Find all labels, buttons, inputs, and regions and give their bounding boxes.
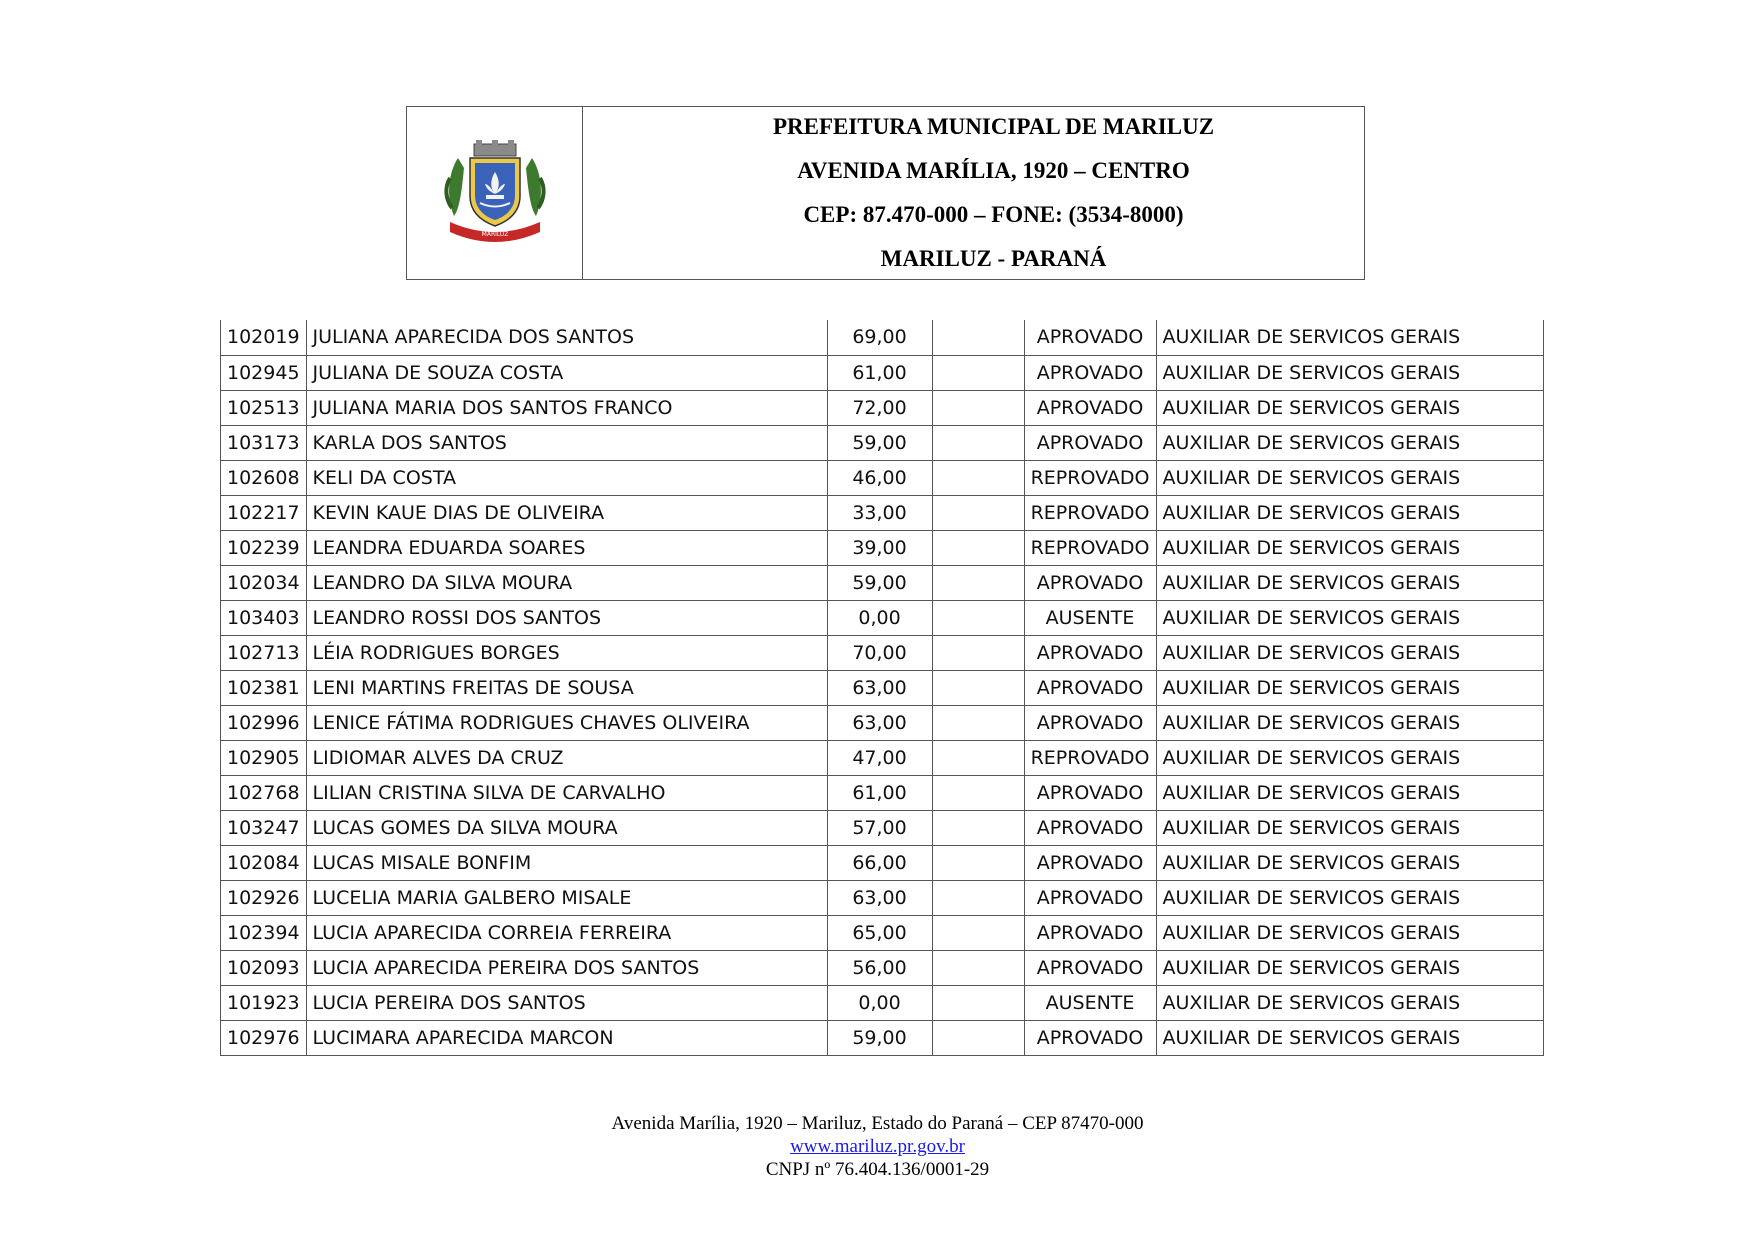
empty-cell bbox=[932, 565, 1024, 600]
score-cell: 63,00 bbox=[827, 670, 932, 705]
address-line: AVENIDA MARÍLIA, 1920 – CENTRO bbox=[797, 158, 1190, 183]
candidate-code-cell: 102608 bbox=[221, 460, 307, 495]
score-cell: 39,00 bbox=[827, 530, 932, 565]
empty-cell bbox=[932, 915, 1024, 950]
status-cell: APROVADO bbox=[1024, 950, 1156, 985]
role-cell: AUXILIAR DE SERVICOS GERAIS bbox=[1156, 880, 1543, 915]
role-cell: AUXILIAR DE SERVICOS GERAIS bbox=[1156, 425, 1543, 460]
status-cell: REPROVADO bbox=[1024, 530, 1156, 565]
status-cell: AUSENTE bbox=[1024, 600, 1156, 635]
footer-address: Avenida Marília, 1920 – Mariluz, Estado do Paraná – CEP 87470-000 bbox=[611, 1113, 1144, 1134]
empty-cell bbox=[932, 810, 1024, 845]
cep-phone-line: CEP: 87.470-000 – FONE: (3534-8000) bbox=[803, 202, 1184, 227]
footer-cnpj: CNPJ nº 76.404.136/0001-29 bbox=[765, 1159, 990, 1180]
score-cell: 56,00 bbox=[827, 950, 932, 985]
candidate-code-cell: 102976 bbox=[221, 1020, 307, 1055]
candidate-name-cell: KELI DA COSTA bbox=[306, 460, 827, 495]
status-cell: APROVADO bbox=[1024, 390, 1156, 425]
candidate-code-cell: 102513 bbox=[221, 390, 307, 425]
footer-website-link[interactable]: www.mariluz.pr.gov.br bbox=[790, 1136, 965, 1157]
candidate-code-cell: 102093 bbox=[221, 950, 307, 985]
table-row bbox=[221, 985, 1544, 1020]
candidate-code-cell: 102713 bbox=[221, 635, 307, 670]
candidate-name-cell: LUCAS GOMES DA SILVA MOURA bbox=[306, 810, 827, 845]
score-cell: 59,00 bbox=[827, 425, 932, 460]
table-row bbox=[221, 880, 1544, 915]
candidate-code-cell: 103403 bbox=[221, 600, 307, 635]
municipal-coat-of-arms-logo bbox=[440, 138, 550, 248]
role-cell: AUXILIAR DE SERVICOS GERAIS bbox=[1156, 845, 1543, 880]
candidate-code-cell: 102034 bbox=[221, 565, 307, 600]
empty-cell bbox=[932, 600, 1024, 635]
status-cell: APROVADO bbox=[1024, 705, 1156, 740]
table-row bbox=[221, 530, 1544, 565]
role-cell: AUXILIAR DE SERVICOS GERAIS bbox=[1156, 600, 1543, 635]
candidate-name-cell: LUCIMARA APARECIDA MARCON bbox=[306, 1020, 827, 1055]
candidate-name-cell: LILIAN CRISTINA SILVA DE CARVALHO bbox=[306, 775, 827, 810]
score-cell: 72,00 bbox=[827, 390, 932, 425]
table-row bbox=[221, 565, 1544, 600]
candidate-name-cell: LENICE FÁTIMA RODRIGUES CHAVES OLIVEIRA bbox=[306, 705, 827, 740]
municipality-name: PREFEITURA MUNICIPAL DE MARILUZ bbox=[772, 114, 1215, 139]
candidate-name-cell: KARLA DOS SANTOS bbox=[306, 425, 827, 460]
score-cell: 61,00 bbox=[827, 355, 932, 390]
status-cell: REPROVADO bbox=[1024, 460, 1156, 495]
score-cell: 69,00 bbox=[827, 320, 932, 355]
candidate-code-cell: 102239 bbox=[221, 530, 307, 565]
role-cell: AUXILIAR DE SERVICOS GERAIS bbox=[1156, 1020, 1543, 1055]
candidates-table bbox=[220, 320, 1544, 1056]
candidate-name-cell: LEANDRO ROSSI DOS SANTOS bbox=[306, 600, 827, 635]
candidate-name-cell: LUCELIA MARIA GALBERO MISALE bbox=[306, 880, 827, 915]
empty-cell bbox=[932, 775, 1024, 810]
table-row bbox=[221, 740, 1544, 775]
candidate-name-cell: LUCIA APARECIDA CORREIA FERREIRA bbox=[306, 915, 827, 950]
candidate-code-cell: 101923 bbox=[221, 985, 307, 1020]
role-cell: AUXILIAR DE SERVICOS GERAIS bbox=[1156, 460, 1543, 495]
empty-cell bbox=[932, 985, 1024, 1020]
candidate-name-cell: LIDIOMAR ALVES DA CRUZ bbox=[306, 740, 827, 775]
candidate-code-cell: 102394 bbox=[221, 915, 307, 950]
table-row bbox=[221, 495, 1544, 530]
role-cell: AUXILIAR DE SERVICOS GERAIS bbox=[1156, 495, 1543, 530]
role-cell: AUXILIAR DE SERVICOS GERAIS bbox=[1156, 390, 1543, 425]
status-cell: APROVADO bbox=[1024, 320, 1156, 355]
status-cell: APROVADO bbox=[1024, 565, 1156, 600]
table-row bbox=[221, 460, 1544, 495]
candidate-code-cell: 102217 bbox=[221, 495, 307, 530]
status-cell: APROVADO bbox=[1024, 1020, 1156, 1055]
empty-cell bbox=[932, 530, 1024, 565]
table-row bbox=[221, 390, 1544, 425]
table-row bbox=[221, 355, 1544, 390]
role-cell: AUXILIAR DE SERVICOS GERAIS bbox=[1156, 530, 1543, 565]
empty-cell bbox=[932, 950, 1024, 985]
score-cell: 65,00 bbox=[827, 915, 932, 950]
candidate-code-cell: 102768 bbox=[221, 775, 307, 810]
score-cell: 47,00 bbox=[827, 740, 932, 775]
table-row bbox=[221, 1020, 1544, 1055]
score-cell: 46,00 bbox=[827, 460, 932, 495]
empty-cell bbox=[932, 880, 1024, 915]
score-cell: 59,00 bbox=[827, 1020, 932, 1055]
candidate-name-cell: KEVIN KAUE DIAS DE OLIVEIRA bbox=[306, 495, 827, 530]
status-cell: APROVADO bbox=[1024, 880, 1156, 915]
candidate-name-cell: LUCIA PEREIRA DOS SANTOS bbox=[306, 985, 827, 1020]
candidate-code-cell: 103247 bbox=[221, 810, 307, 845]
score-cell: 0,00 bbox=[827, 985, 932, 1020]
table-row bbox=[221, 950, 1544, 985]
table-row bbox=[221, 845, 1544, 880]
table-row bbox=[221, 915, 1544, 950]
score-cell: 33,00 bbox=[827, 495, 932, 530]
empty-cell bbox=[932, 425, 1024, 460]
candidate-name-cell: LUCIA APARECIDA PEREIRA DOS SANTOS bbox=[306, 950, 827, 985]
role-cell: AUXILIAR DE SERVICOS GERAIS bbox=[1156, 775, 1543, 810]
empty-cell bbox=[932, 495, 1024, 530]
status-cell: APROVADO bbox=[1024, 425, 1156, 460]
candidate-name-cell: LÉIA RODRIGUES BORGES bbox=[306, 635, 827, 670]
table-row bbox=[221, 810, 1544, 845]
score-cell: 61,00 bbox=[827, 775, 932, 810]
empty-cell bbox=[932, 1020, 1024, 1055]
score-cell: 70,00 bbox=[827, 635, 932, 670]
status-cell: APROVADO bbox=[1024, 845, 1156, 880]
role-cell: AUXILIAR DE SERVICOS GERAIS bbox=[1156, 950, 1543, 985]
empty-cell bbox=[932, 355, 1024, 390]
score-cell: 63,00 bbox=[827, 880, 932, 915]
candidate-name-cell: JULIANA APARECIDA DOS SANTOS bbox=[306, 320, 827, 355]
status-cell: APROVADO bbox=[1024, 810, 1156, 845]
empty-cell bbox=[932, 460, 1024, 495]
table-row bbox=[221, 425, 1544, 460]
role-cell: AUXILIAR DE SERVICOS GERAIS bbox=[1156, 565, 1543, 600]
score-cell: 63,00 bbox=[827, 705, 932, 740]
empty-cell bbox=[932, 670, 1024, 705]
role-cell: AUXILIAR DE SERVICOS GERAIS bbox=[1156, 810, 1543, 845]
candidate-code-cell: 102996 bbox=[221, 705, 307, 740]
empty-cell bbox=[932, 740, 1024, 775]
role-cell: AUXILIAR DE SERVICOS GERAIS bbox=[1156, 635, 1543, 670]
svg-text:MARILUZ: MARILUZ bbox=[481, 231, 508, 238]
logo-cell bbox=[407, 107, 583, 279]
empty-cell bbox=[932, 390, 1024, 425]
empty-cell bbox=[932, 635, 1024, 670]
score-cell: 0,00 bbox=[827, 600, 932, 635]
table-row bbox=[221, 320, 1544, 355]
letterhead-title-block bbox=[583, 107, 1364, 279]
candidate-name-cell: LENI MARTINS FREITAS DE SOUSA bbox=[306, 670, 827, 705]
candidate-code-cell: 103173 bbox=[221, 425, 307, 460]
table-row bbox=[221, 775, 1544, 810]
status-cell: APROVADO bbox=[1024, 355, 1156, 390]
status-cell: APROVADO bbox=[1024, 775, 1156, 810]
table-row bbox=[221, 670, 1544, 705]
table-row bbox=[221, 600, 1544, 635]
candidate-code-cell: 102019 bbox=[221, 320, 307, 355]
candidate-name-cell: LEANDRO DA SILVA MOURA bbox=[306, 565, 827, 600]
empty-cell bbox=[932, 845, 1024, 880]
candidate-code-cell: 102381 bbox=[221, 670, 307, 705]
empty-cell bbox=[932, 705, 1024, 740]
role-cell: AUXILIAR DE SERVICOS GERAIS bbox=[1156, 740, 1543, 775]
role-cell: AUXILIAR DE SERVICOS GERAIS bbox=[1156, 320, 1543, 355]
status-cell: APROVADO bbox=[1024, 670, 1156, 705]
candidate-code-cell: 102905 bbox=[221, 740, 307, 775]
score-cell: 57,00 bbox=[827, 810, 932, 845]
table-row bbox=[221, 635, 1544, 670]
score-cell: 59,00 bbox=[827, 565, 932, 600]
role-cell: AUXILIAR DE SERVICOS GERAIS bbox=[1156, 355, 1543, 390]
role-cell: AUXILIAR DE SERVICOS GERAIS bbox=[1156, 705, 1543, 740]
candidate-code-cell: 102926 bbox=[221, 880, 307, 915]
score-cell: 66,00 bbox=[827, 845, 932, 880]
candidate-code-cell: 102084 bbox=[221, 845, 307, 880]
letterhead bbox=[406, 106, 1365, 280]
status-cell: REPROVADO bbox=[1024, 740, 1156, 775]
table-row bbox=[221, 705, 1544, 740]
role-cell: AUXILIAR DE SERVICOS GERAIS bbox=[1156, 915, 1543, 950]
candidate-name-cell: LUCAS MISALE BONFIM bbox=[306, 845, 827, 880]
candidate-code-cell: 102945 bbox=[221, 355, 307, 390]
empty-cell bbox=[932, 320, 1024, 355]
role-cell: AUXILIAR DE SERVICOS GERAIS bbox=[1156, 985, 1543, 1020]
status-cell: APROVADO bbox=[1024, 915, 1156, 950]
city-state-line: MARILUZ - PARANÁ bbox=[880, 246, 1107, 271]
page-footer bbox=[0, 1112, 1755, 1181]
candidate-name-cell: JULIANA MARIA DOS SANTOS FRANCO bbox=[306, 390, 827, 425]
status-cell: APROVADO bbox=[1024, 635, 1156, 670]
candidate-name-cell: LEANDRA EDUARDA SOARES bbox=[306, 530, 827, 565]
status-cell: REPROVADO bbox=[1024, 495, 1156, 530]
status-cell: AUSENTE bbox=[1024, 985, 1156, 1020]
candidate-name-cell: JULIANA DE SOUZA COSTA bbox=[306, 355, 827, 390]
role-cell: AUXILIAR DE SERVICOS GERAIS bbox=[1156, 670, 1543, 705]
